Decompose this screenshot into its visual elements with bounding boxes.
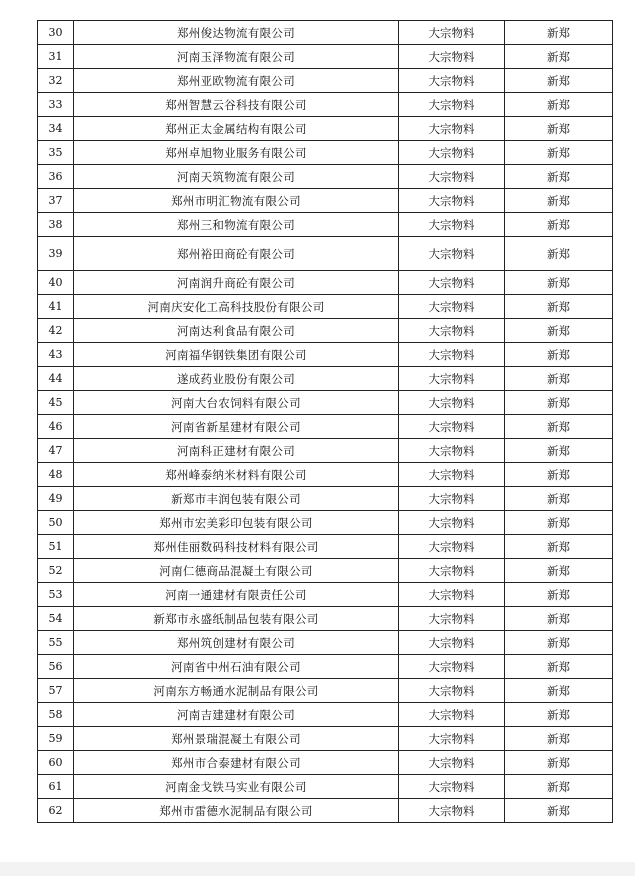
- material-category-cell: 大宗物料: [399, 141, 505, 165]
- row-number-cell: 47: [38, 439, 74, 463]
- region-cell: 新郑: [505, 775, 613, 799]
- region-cell: 新郑: [505, 391, 613, 415]
- table-row: [38, 511, 613, 535]
- table-row: [38, 463, 613, 487]
- table-row: [38, 751, 613, 775]
- material-category-cell: 大宗物料: [399, 295, 505, 319]
- company-name-cell: 郑州景瑞混凝土有限公司: [74, 727, 399, 751]
- row-number-cell: 46: [38, 415, 74, 439]
- row-number-cell: 45: [38, 391, 74, 415]
- company-name-cell: 遂成药业股份有限公司: [74, 367, 399, 391]
- material-category-cell: 大宗物料: [399, 367, 505, 391]
- region-cell: 新郑: [505, 655, 613, 679]
- region-cell: 新郑: [505, 237, 613, 271]
- company-table-body: [38, 21, 613, 823]
- row-number-cell: 39: [38, 237, 74, 271]
- table-row: [38, 343, 613, 367]
- material-category-cell: 大宗物料: [399, 439, 505, 463]
- region-cell: 新郑: [505, 679, 613, 703]
- material-category-cell: 大宗物料: [399, 343, 505, 367]
- table-row: [38, 69, 613, 93]
- table-row: [38, 391, 613, 415]
- company-name-cell: 郑州市宏美彩印包装有限公司: [74, 511, 399, 535]
- material-category-cell: 大宗物料: [399, 69, 505, 93]
- region-cell: 新郑: [505, 141, 613, 165]
- row-number-cell: 31: [38, 45, 74, 69]
- material-category-cell: 大宗物料: [399, 799, 505, 823]
- company-name-cell: 郑州市明汇物流有限公司: [74, 189, 399, 213]
- region-cell: 新郑: [505, 799, 613, 823]
- region-cell: 新郑: [505, 727, 613, 751]
- material-category-cell: 大宗物料: [399, 319, 505, 343]
- table-row: [38, 727, 613, 751]
- row-number-cell: 35: [38, 141, 74, 165]
- material-category-cell: 大宗物料: [399, 631, 505, 655]
- company-name-cell: 郑州三和物流有限公司: [74, 213, 399, 237]
- company-name-cell: 郑州佳丽数码科技材料有限公司: [74, 535, 399, 559]
- region-cell: 新郑: [505, 487, 613, 511]
- material-category-cell: 大宗物料: [399, 189, 505, 213]
- row-number-cell: 58: [38, 703, 74, 727]
- table-row: [38, 165, 613, 189]
- region-cell: 新郑: [505, 703, 613, 727]
- row-number-cell: 42: [38, 319, 74, 343]
- table-row: [38, 799, 613, 823]
- region-cell: 新郑: [505, 607, 613, 631]
- table-row: [38, 487, 613, 511]
- company-name-cell: 郑州裕田商砼有限公司: [74, 237, 399, 271]
- company-name-cell: 河南省新星建材有限公司: [74, 415, 399, 439]
- company-name-cell: 河南玉泽物流有限公司: [74, 45, 399, 69]
- company-name-cell: 新郑市丰润包装有限公司: [74, 487, 399, 511]
- material-category-cell: 大宗物料: [399, 415, 505, 439]
- region-cell: 新郑: [505, 189, 613, 213]
- row-number-cell: 37: [38, 189, 74, 213]
- region-cell: 新郑: [505, 69, 613, 93]
- row-number-cell: 51: [38, 535, 74, 559]
- material-category-cell: 大宗物料: [399, 117, 505, 141]
- company-name-cell: 河南金戈铁马实业有限公司: [74, 775, 399, 799]
- material-category-cell: 大宗物料: [399, 237, 505, 271]
- material-category-cell: 大宗物料: [399, 45, 505, 69]
- row-number-cell: 57: [38, 679, 74, 703]
- material-category-cell: 大宗物料: [399, 607, 505, 631]
- region-cell: 新郑: [505, 415, 613, 439]
- row-number-cell: 38: [38, 213, 74, 237]
- material-category-cell: 大宗物料: [399, 511, 505, 535]
- material-category-cell: 大宗物料: [399, 463, 505, 487]
- region-cell: 新郑: [505, 511, 613, 535]
- row-number-cell: 59: [38, 727, 74, 751]
- region-cell: 新郑: [505, 439, 613, 463]
- region-cell: 新郑: [505, 751, 613, 775]
- row-number-cell: 55: [38, 631, 74, 655]
- region-cell: 新郑: [505, 535, 613, 559]
- row-number-cell: 30: [38, 21, 74, 45]
- material-category-cell: 大宗物料: [399, 655, 505, 679]
- company-table: [37, 20, 613, 823]
- company-name-cell: 河南科正建材有限公司: [74, 439, 399, 463]
- row-number-cell: 32: [38, 69, 74, 93]
- company-name-cell: 河南庆安化工高科技股份有限公司: [74, 295, 399, 319]
- table-row: [38, 93, 613, 117]
- company-name-cell: 河南天筑物流有限公司: [74, 165, 399, 189]
- row-number-cell: 48: [38, 463, 74, 487]
- material-category-cell: 大宗物料: [399, 775, 505, 799]
- row-number-cell: 60: [38, 751, 74, 775]
- row-number-cell: 43: [38, 343, 74, 367]
- company-name-cell: 河南仁德商品混凝土有限公司: [74, 559, 399, 583]
- region-cell: 新郑: [505, 559, 613, 583]
- region-cell: 新郑: [505, 117, 613, 141]
- material-category-cell: 大宗物料: [399, 727, 505, 751]
- region-cell: 新郑: [505, 463, 613, 487]
- material-category-cell: 大宗物料: [399, 535, 505, 559]
- table-row: [38, 703, 613, 727]
- table-row: [38, 775, 613, 799]
- company-name-cell: 河南东方畅通水泥制品有限公司: [74, 679, 399, 703]
- company-name-cell: 河南一通建材有限责任公司: [74, 583, 399, 607]
- table-row: [38, 415, 613, 439]
- region-cell: 新郑: [505, 93, 613, 117]
- table-row: [38, 319, 613, 343]
- region-cell: 新郑: [505, 271, 613, 295]
- region-cell: 新郑: [505, 213, 613, 237]
- company-name-cell: 郑州峰泰纳米材料有限公司: [74, 463, 399, 487]
- table-row: [38, 189, 613, 213]
- table-row: [38, 45, 613, 69]
- table-row: [38, 213, 613, 237]
- material-category-cell: 大宗物料: [399, 93, 505, 117]
- material-category-cell: 大宗物料: [399, 21, 505, 45]
- region-cell: 新郑: [505, 295, 613, 319]
- row-number-cell: 41: [38, 295, 74, 319]
- row-number-cell: 34: [38, 117, 74, 141]
- region-cell: 新郑: [505, 165, 613, 189]
- table-row: [38, 21, 613, 45]
- company-name-cell: 河南福华钢铁集团有限公司: [74, 343, 399, 367]
- company-name-cell: 郑州亚欧物流有限公司: [74, 69, 399, 93]
- material-category-cell: 大宗物料: [399, 391, 505, 415]
- table-row: [38, 607, 613, 631]
- material-category-cell: 大宗物料: [399, 751, 505, 775]
- region-cell: 新郑: [505, 583, 613, 607]
- material-category-cell: 大宗物料: [399, 583, 505, 607]
- table-row: [38, 141, 613, 165]
- region-cell: 新郑: [505, 45, 613, 69]
- table-row: [38, 679, 613, 703]
- material-category-cell: 大宗物料: [399, 703, 505, 727]
- table-row: [38, 439, 613, 463]
- company-name-cell: 郑州筑创建材有限公司: [74, 631, 399, 655]
- company-name-cell: 河南润升商砼有限公司: [74, 271, 399, 295]
- row-number-cell: 49: [38, 487, 74, 511]
- company-name-cell: 河南省中州石油有限公司: [74, 655, 399, 679]
- material-category-cell: 大宗物料: [399, 487, 505, 511]
- region-cell: 新郑: [505, 367, 613, 391]
- table-row: [38, 237, 613, 271]
- company-name-cell: 郑州正太金属结构有限公司: [74, 117, 399, 141]
- region-cell: 新郑: [505, 21, 613, 45]
- row-number-cell: 53: [38, 583, 74, 607]
- table-row: [38, 655, 613, 679]
- material-category-cell: 大宗物料: [399, 165, 505, 189]
- row-number-cell: 33: [38, 93, 74, 117]
- row-number-cell: 56: [38, 655, 74, 679]
- row-number-cell: 50: [38, 511, 74, 535]
- material-category-cell: 大宗物料: [399, 271, 505, 295]
- table-row: [38, 559, 613, 583]
- company-name-cell: 河南达利食品有限公司: [74, 319, 399, 343]
- row-number-cell: 61: [38, 775, 74, 799]
- row-number-cell: 52: [38, 559, 74, 583]
- region-cell: 新郑: [505, 631, 613, 655]
- company-name-cell: 河南大台农饲料有限公司: [74, 391, 399, 415]
- material-category-cell: 大宗物料: [399, 559, 505, 583]
- table-row: [38, 295, 613, 319]
- table-row: [38, 583, 613, 607]
- row-number-cell: 40: [38, 271, 74, 295]
- company-name-cell: 河南吉建建材有限公司: [74, 703, 399, 727]
- material-category-cell: 大宗物料: [399, 679, 505, 703]
- company-name-cell: 郑州市雷德水泥制品有限公司: [74, 799, 399, 823]
- table-row: [38, 631, 613, 655]
- region-cell: 新郑: [505, 319, 613, 343]
- table-row: [38, 367, 613, 391]
- company-name-cell: 新郑市永盛纸制品包装有限公司: [74, 607, 399, 631]
- region-cell: 新郑: [505, 343, 613, 367]
- company-name-cell: 郑州市合泰建材有限公司: [74, 751, 399, 775]
- company-name-cell: 郑州卓旭物业服务有限公司: [74, 141, 399, 165]
- table-row: [38, 271, 613, 295]
- row-number-cell: 36: [38, 165, 74, 189]
- table-row: [38, 535, 613, 559]
- row-number-cell: 62: [38, 799, 74, 823]
- company-name-cell: 郑州智慧云谷科技有限公司: [74, 93, 399, 117]
- row-number-cell: 54: [38, 607, 74, 631]
- material-category-cell: 大宗物料: [399, 213, 505, 237]
- company-name-cell: 郑州俊达物流有限公司: [74, 21, 399, 45]
- table-row: [38, 117, 613, 141]
- row-number-cell: 44: [38, 367, 74, 391]
